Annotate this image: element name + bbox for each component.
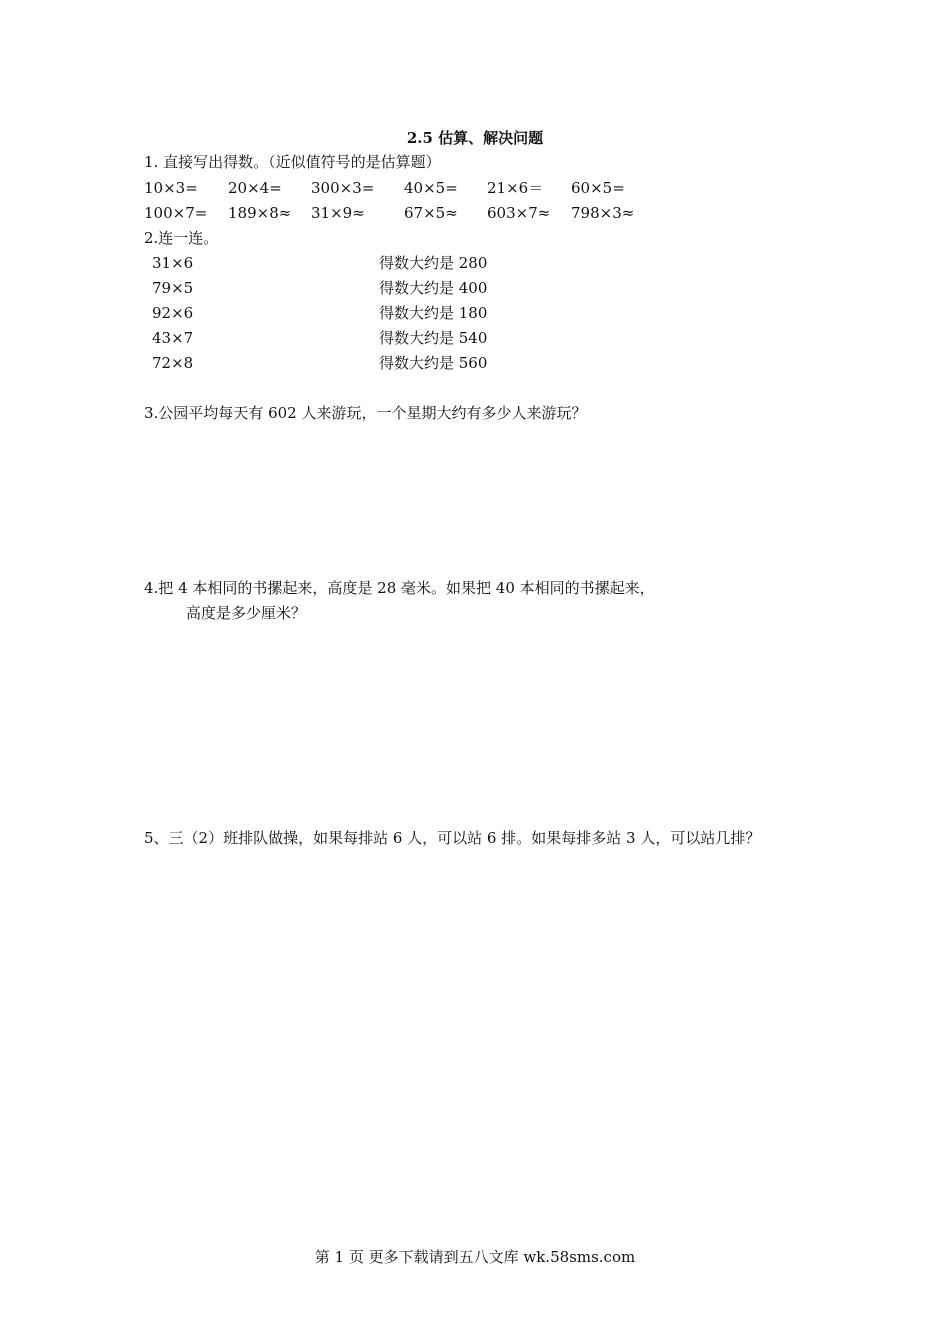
q2-left-item: 43×7: [152, 329, 194, 347]
q2-right-item: 得数大约是 280: [379, 254, 488, 272]
q4-line1: 4.把 4 本相同的书摞起来，高度是 28 毫米。如果把 40 本相同的书摞起来，: [144, 579, 655, 597]
q1-item: 67×5≈: [404, 204, 458, 222]
q1-item: 40×5=: [404, 179, 458, 197]
q2-left-item: 79×5: [152, 279, 194, 297]
q2-right-item: 得数大约是 540: [379, 329, 488, 347]
q2-right-item: 得数大约是 180: [379, 304, 488, 322]
q3-text: 3.公园平均每天有 602 人来游玩，一个星期大约有多少人来游玩？: [144, 404, 587, 422]
q2-right-item: 得数大约是 560: [379, 354, 488, 372]
q5-text: 5、三（2）班排队做操，如果每排站 6 人，可以站 6 排。如果每排多站 3 人，可以站几排？: [144, 829, 761, 847]
q1-item: 603×7≈: [487, 204, 551, 222]
page-footer: 第 1 页 更多下载请到五八文库 wk.58sms.com: [314, 1248, 636, 1266]
q1-item: 100×7=: [144, 204, 208, 222]
q1-heading: 1. 直接写出得数。（近似值符号的是估算题）: [144, 153, 441, 171]
q4-line2: 高度是多少厘米？: [186, 604, 307, 622]
q1-item: 31×9≈: [311, 204, 365, 222]
q2-right-item: 得数大约是 400: [379, 279, 488, 297]
q2-heading: 2.连一连。: [144, 229, 219, 247]
page-title: 2.5 估算、解决问题: [406, 129, 544, 147]
q1-item: 798×3≈: [571, 204, 635, 222]
q1-item: 21×6＝: [487, 179, 544, 197]
q2-left-item: 92×6: [152, 304, 194, 322]
q2-left-item: 31×6: [152, 254, 194, 272]
q2-left-item: 72×8: [152, 354, 194, 372]
q1-item: 300×3=: [311, 179, 375, 197]
q1-item: 189×8≈: [228, 204, 292, 222]
q1-item: 20×4=: [228, 179, 282, 197]
q1-item: 60×5=: [571, 179, 625, 197]
q1-item: 10×3=: [144, 179, 198, 197]
